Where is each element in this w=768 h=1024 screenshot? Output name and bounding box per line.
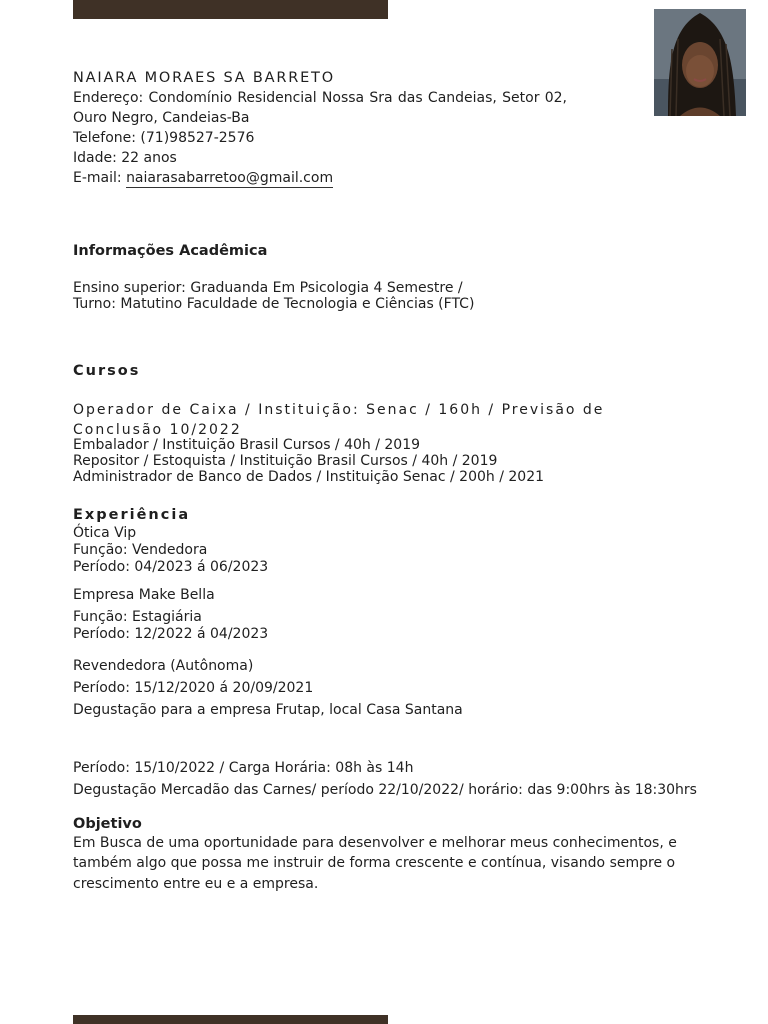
- profile-photo: [654, 9, 746, 116]
- experience-heading: Experiência: [73, 507, 191, 523]
- phone-text: Telefone: (71)98527-2576: [73, 130, 255, 146]
- experience-line: Função: Estagiária: [73, 609, 202, 625]
- course-item: Embalador / Instituição Brasil Cursos / 40h / 2019: [73, 437, 421, 453]
- experience-line: Período: 15/10/2022 / Carga Horária: 08h às 14h: [73, 760, 414, 776]
- experience-line: Período: 12/2022 á 04/2023: [73, 626, 269, 642]
- bottom-decorative-bar: [73, 1015, 388, 1024]
- courses-heading: Cursos: [73, 363, 141, 379]
- email-label: E-mail:: [73, 170, 127, 186]
- academic-line: Ensino superior: Graduanda Em Psicologia 4 Semestre /: [73, 280, 463, 296]
- experience-line: Degustação Mercadão das Carnes/ período 22/10/2022/ horário: das 9:00hrs às 18:30hrs: [73, 782, 697, 798]
- objective-line: também algo que possa me instruir de forma crescente e contínua, visando sempre o: [73, 855, 676, 871]
- candidate-name: NAIARA MORAES SA BARRETO: [73, 70, 335, 86]
- age-text: Idade: 22 anos: [73, 150, 177, 166]
- email-link[interactable]: naiarasabarretoo@gmail.com: [126, 170, 334, 186]
- email-row: [73, 168, 333, 188]
- academic-heading: Informações Acadêmica: [73, 243, 268, 259]
- course-item: Repositor / Estoquista / Instituição Brasil Cursos / 40h / 2019: [73, 453, 498, 469]
- experience-line: Período: 15/12/2020 á 20/09/2021: [73, 680, 314, 696]
- objective-heading: Objetivo: [73, 816, 142, 832]
- objective-line: Em Busca de uma oportunidade para desenvolver e melhorar meus conhecimentos, e: [73, 835, 677, 851]
- academic-line: Turno: Matutino Faculdade de Tecnologia e Ciências (FTC): [73, 296, 475, 312]
- course-item: Administrador de Banco de Dados / Instituição Senac / 200h / 2021: [73, 469, 545, 485]
- experience-line: Função: Vendedora: [73, 542, 208, 558]
- experience-line: Empresa Make Bella: [73, 587, 215, 603]
- top-decorative-bar: [73, 0, 388, 19]
- experience-line: Período: 04/2023 á 06/2023: [73, 559, 269, 575]
- address-text: Endereço: Condomínio Residencial Nossa Sra das Candeias, Setor 02, Ouro Negro, Candeias-Ba: [73, 90, 567, 126]
- course-item: Conclusão 10/2022: [73, 422, 242, 438]
- objective-line: crescimento entre eu e a empresa.: [73, 876, 319, 892]
- course-item: Operador de Caixa / Instituição: Senac / 160h / Previsão de: [73, 402, 605, 418]
- experience-line: Degustação para a empresa Frutap, local Casa Santana: [73, 702, 463, 718]
- experience-line: Revendedora (Autônoma): [73, 658, 254, 674]
- experience-line: Ótica Vip: [73, 525, 137, 541]
